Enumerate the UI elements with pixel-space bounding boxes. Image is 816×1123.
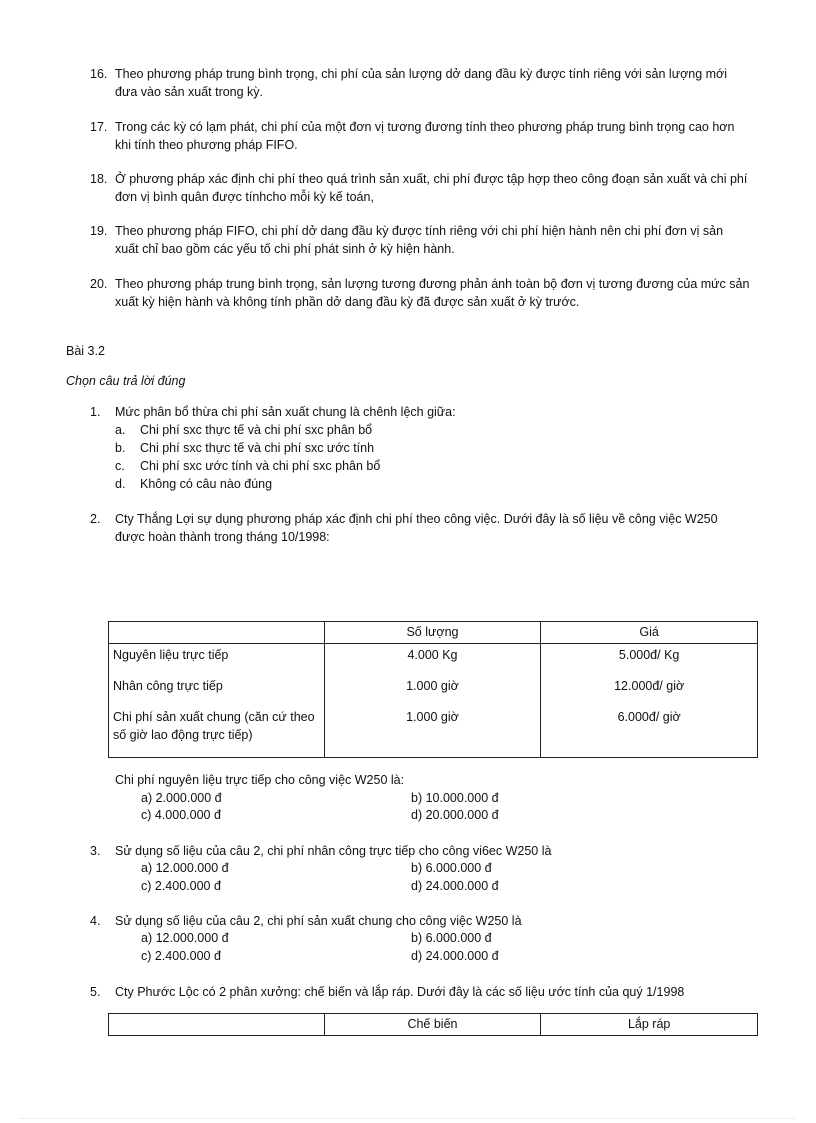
workshop-table [108,1013,758,1036]
question-2: 2. Cty Thắng Lợi sự dụng phương pháp xác định chi phí theo công việc. Dưới đây là số liệu về công việc W250 được hoàn thành trong tháng 10/1998: [90,512,718,544]
question-5: 5. Cty Phước Lộc có 2 phân xưởng: chế biến và lắp ráp. Dưới đây là các số liệu ước tính của quý 1/1998 [90,985,685,999]
question-2-prompt: Chi phí nguyên liệu trực tiếp cho công việc W250 là: [115,773,405,787]
option-c: c. Chi phí sxc ước tính và chi phí sxc phân bổ [115,459,381,473]
answer-a: a) 2.000.000 đ [141,791,222,805]
job-cost-table [108,621,758,758]
question-1-options [115,421,380,493]
answer-c: c) 2.400.000 đ [141,879,221,893]
page-bottom-divider [20,1118,796,1119]
statement-19: 19. Theo phương pháp FIFO, chi phí dở dang đầu kỳ được tính riêng với chi phí hiện hành nên chi phí đơn vị sản xuất chỉ bao gồm các yếu tố chi phí phát sinh ở kỳ hiện hành. [90,224,724,256]
table-row: Nguyên liệu trực tiếp 4.000 Kg 5.000đ/ Kg [109,644,758,677]
question-3: 3. Sử dụng số liệu của câu 2, chi phí nhân công trực tiếp cho công vi6ec W250 là [90,844,552,858]
section-instruction: Chọn câu trả lời đúng [66,374,186,388]
answer-b: b) 6.000.000 đ [411,861,492,875]
option-a: a. Chi phí sxc thực tế và chi phí sxc phân bổ [115,423,373,437]
table-header-row: Số lượng Giá [109,622,758,644]
answer-a: a) 12.000.000 đ [141,931,229,945]
table-header-row: Chế biến Lắp ráp [109,1014,758,1036]
statement-16: 16. Theo phương pháp trung bình trọng, chi phí của sản lượng dở dang đầu kỳ được tính riêng với sản lượng mới đưa vào sản xuất trong kỳ. [90,67,728,99]
answer-b: b) 10.000.000 đ [411,791,499,805]
answer-c: c) 4.000.000 đ [141,808,221,822]
answer-c: c) 2.400.000 đ [141,949,221,963]
question-1: 1. Mức phân bổ thừa chi phí sản xuất chung là chênh lệch giữa: [90,405,456,419]
statement-20: 20. Theo phương pháp trung bình trọng, sản lượng tương đương phản ánh toàn bộ đơn vị tương đương của mức sản xuất kỳ hiện hành và không tính phần dở dang đầu kỳ đã được sản xuất ở kỳ trước. [90,277,750,309]
statement-18: 18. Ở phương pháp xác định chi phí theo quá trình sản xuất, chi phí được tập hợp theo công đoạn sản xuất và chi phí đơn vị bình quân được tínhcho mỗi kỳ kế toán, [90,172,748,204]
answer-a: a) 12.000.000 đ [141,861,229,875]
question-4: 4. Sử dụng số liệu của câu 2, chi phí sản xuất chung cho công việc W250 là [90,914,522,928]
option-d: d. Không có câu nào đúng [115,477,273,491]
table-row: Nhân công trực tiếp 1.000 giờ 12.000đ/ giờ [109,676,758,707]
option-b: b. Chi phí sxc thực tế và chi phí sxc ước tính [115,441,375,455]
answer-d: d) 24.000.000 đ [411,949,499,963]
statement-17: 17. Trong các kỳ có lạm phát, chi phí của một đơn vị tương đương tính theo phương pháp trung bình trọng cao hơn khi tính theo phương pháp FIFO. [90,120,735,152]
answer-d: d) 24.000.000 đ [411,879,499,893]
answer-d: d) 20.000.000 đ [411,808,499,822]
answer-b: b) 6.000.000 đ [411,931,492,945]
section-title: Bài 3.2 [66,344,105,358]
table-row: Chi phí sản xuất chung (căn cứ theo số giờ lao động trực tiếp) 1.000 giờ 6.000đ/ giờ [109,707,758,757]
